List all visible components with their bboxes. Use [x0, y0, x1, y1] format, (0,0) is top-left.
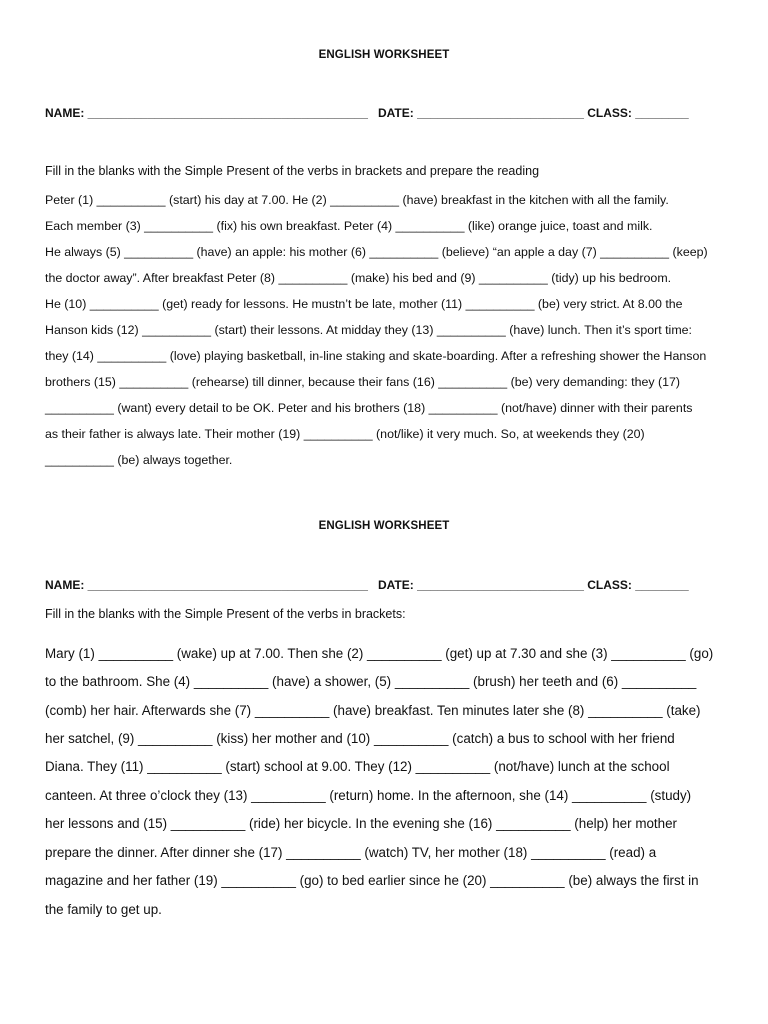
- worksheet-1-line: He always (5) __________ (have) an apple: his mother (6) __________ (believe) “an apple a day (7) __________ (keep): [45, 245, 708, 259]
- worksheet-2-header: NAME: __________________________________________ DATE: _________________________ CLASS: ________: [45, 578, 689, 592]
- worksheet-2-line: Mary (1) __________ (wake) up at 7.00. Then she (2) __________ (get) up at 7.30 and she (3) __________ (go): [45, 646, 714, 661]
- worksheet-1-header: NAME: __________________________________________ DATE: _________________________ CLASS: ________: [45, 106, 689, 120]
- worksheet-2-line: (comb) her hair. Afterwards she (7) __________ (have) breakfast. Ten minutes later she (8) __________ (take): [45, 703, 701, 718]
- worksheet-2-instruction: Fill in the blanks with the Simple Present of the verbs in brackets:: [45, 607, 406, 621]
- worksheet-2-line: Diana. They (11) __________ (start) school at 9.00. They (12) __________ (not/have) lunch at the school: [45, 759, 670, 774]
- worksheet-2-line: the family to get up.: [45, 902, 162, 917]
- worksheet-1-line: they (14) __________ (love) playing basketball, in-line staking and skate-boarding. After a refreshing shower the Hanson: [45, 349, 707, 363]
- worksheet-1-instruction: Fill in the blanks with the Simple Present of the verbs in brackets and prepare the reading: [45, 164, 540, 178]
- worksheet-1-line: He (10) __________ (get) ready for lessons. He mustn’t be late, mother (11) __________ (be) very strict. At 8.00 the: [45, 297, 683, 311]
- worksheet-2-line: her satchel, (9) __________ (kiss) her mother and (10) __________ (catch) a bus to school with her friend: [45, 731, 675, 746]
- worksheet-1-line: Hanson kids (12) __________ (start) their lessons. At midday they (13) __________ (have) lunch. Then it’s sport time:: [45, 323, 692, 337]
- worksheet-1-title: ENGLISH WORKSHEET: [318, 49, 450, 61]
- worksheet-1-line: __________ (be) always together.: [45, 453, 233, 467]
- worksheet-2-line: to the bathroom. She (4) __________ (have) a shower, (5) __________ (brush) her teeth and (6) __________: [45, 674, 697, 689]
- worksheet-2-line: magazine and her father (19) __________ (go) to bed earlier since he (20) __________ (be) always the first in: [45, 873, 699, 888]
- worksheet-2-line: canteen. At three o’clock they (13) __________ (return) home. In the afternoon, she (14) __________ (study): [45, 788, 692, 803]
- worksheet-1-line: the doctor away”. After breakfast Peter (8) __________ (make) his bed and (9) __________ (tidy) up his bedroom.: [45, 271, 672, 285]
- worksheet-2-title: ENGLISH WORKSHEET: [318, 520, 450, 532]
- worksheet-2-line: her lessons and (15) __________ (ride) her bicycle. In the evening she (16) __________ (help) her mother: [45, 816, 677, 831]
- worksheet-1-line: __________ (want) every detail to be OK. Peter and his brothers (18) __________ (not/have) dinner with their parents: [45, 401, 693, 415]
- worksheet-1-line: Each member (3) __________ (fix) his own breakfast. Peter (4) __________ (like) orange juice, toast and milk.: [45, 219, 653, 233]
- worksheet-1-line: Peter (1) __________ (start) his day at 7.00. He (2) __________ (have) breakfast in the kitchen with all the family.: [45, 193, 669, 207]
- worksheet-1-line: as their father is always late. Their mother (19) __________ (not/like) it very much. So, at weekends they (20): [45, 427, 645, 441]
- worksheet-1-line: brothers (15) __________ (rehearse) till dinner, because their fans (16) __________ (be) very demanding: they (17): [45, 375, 681, 389]
- worksheet-2-line: prepare the dinner. After dinner she (17) __________ (watch) TV, her mother (18) __________ (read) a: [45, 845, 657, 860]
